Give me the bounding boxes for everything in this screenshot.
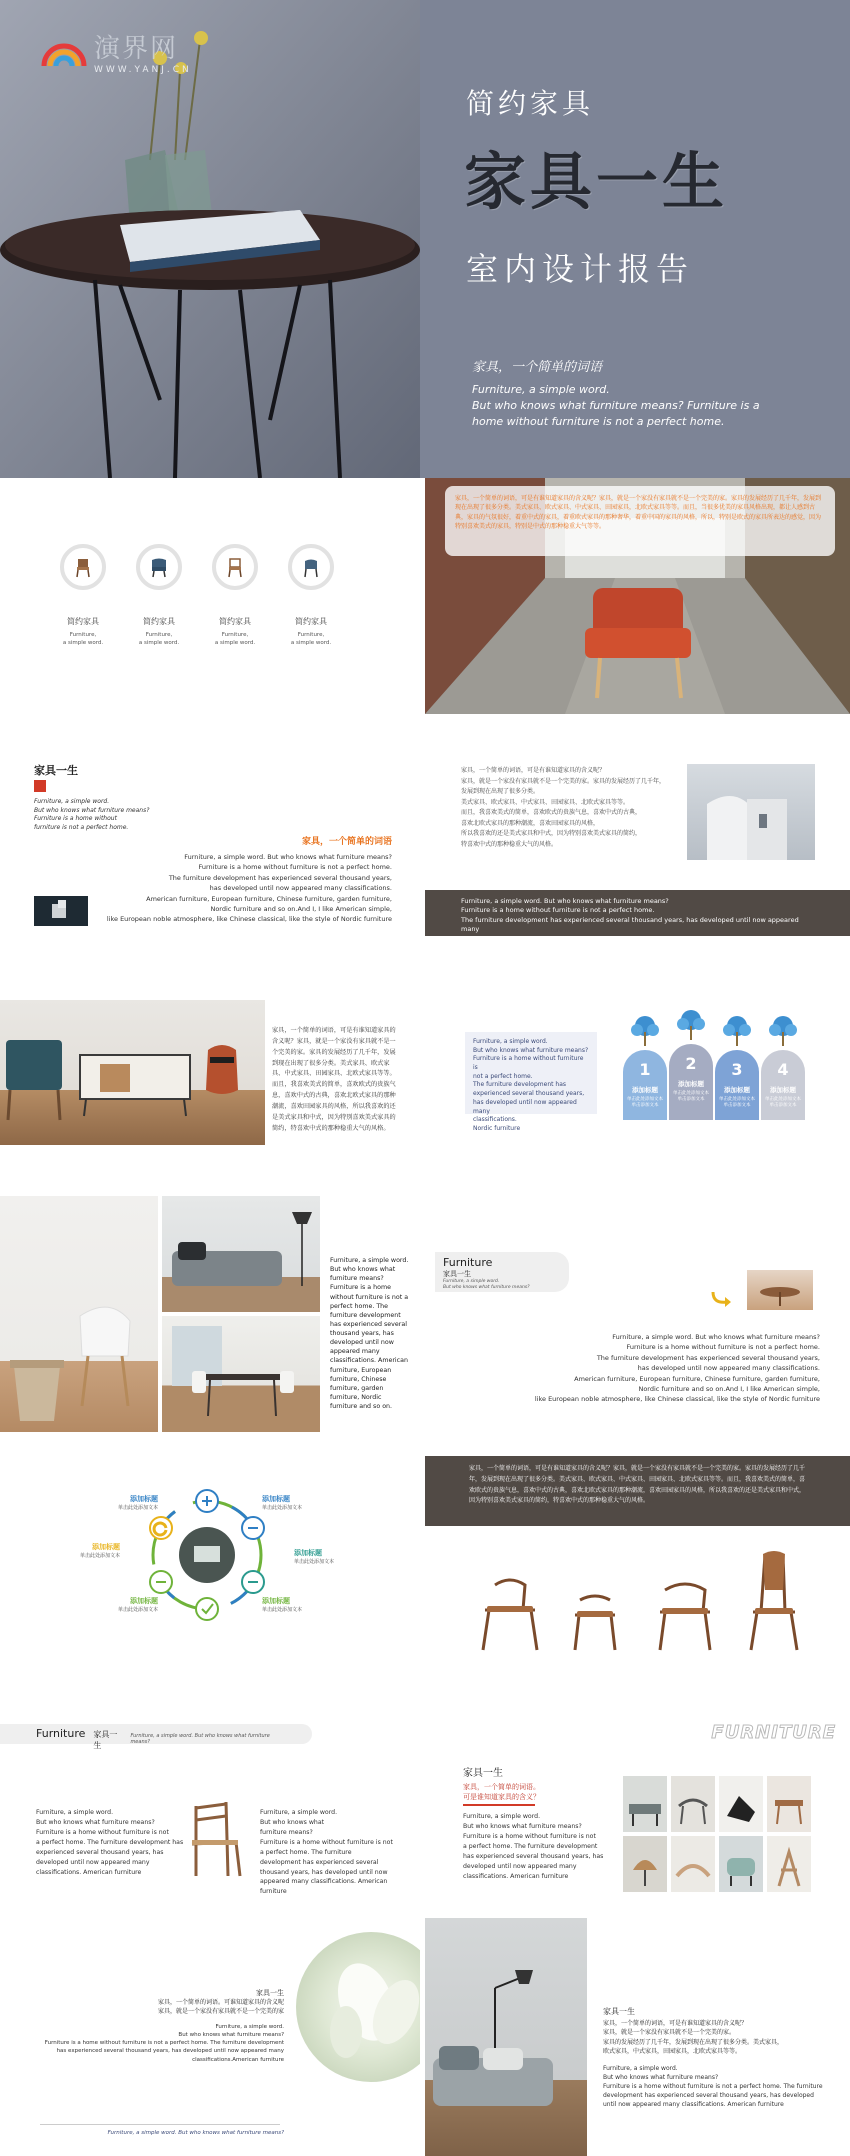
- step-item: [623, 1016, 667, 1120]
- intro-body-line: The furniture development has experienced several thousand years,: [168, 873, 392, 882]
- furniture-body-line: like European noble atmosphere, like Chinese classical, like the style of Nordic furniture: [534, 1395, 820, 1404]
- icon-item-cn: 简约家具: [219, 617, 251, 626]
- grid-body: [463, 1812, 603, 1881]
- street-text-overlay: [445, 486, 835, 556]
- cover-tagline: 家具，一个简单的词语: [472, 360, 603, 375]
- diagram-label-desc: 单击此处添加文本: [80, 1553, 121, 1559]
- sofa-cn-line: 家具的发展经历了几千年，发展到现在出现了很多分类。美式家具，: [603, 2038, 784, 2046]
- bar-right-line: appeared many classifications. American: [260, 1878, 388, 1886]
- steps-row: [623, 1016, 805, 1120]
- furniture-body-line: The furniture development has experienced several thousand years,: [596, 1353, 820, 1362]
- box-line: But who knows what furniture means?: [473, 1046, 589, 1054]
- bar-right-line: development has experienced several: [260, 1858, 379, 1866]
- round-table-photo: [747, 1270, 813, 1310]
- diagram-label-desc: 单击此处添加文本: [262, 1607, 303, 1613]
- slide-cn-band: [425, 714, 850, 950]
- slide-flower: [0, 1904, 420, 2156]
- furniture-body-line: Furniture is a home without furniture is not a perfect home.: [626, 1343, 820, 1352]
- slide-four-icons: [0, 478, 420, 714]
- rainbow-logo-icon: [40, 36, 88, 68]
- slide-furniture-right: [425, 1186, 850, 1432]
- sofa-en-line: development has experienced several thousand years, has developed: [603, 2092, 814, 2100]
- step-item: [761, 1016, 805, 1120]
- diagram-label: [118, 1494, 158, 1511]
- box-line: has developed until now appeared many: [473, 1098, 577, 1115]
- cover-slide: [0, 0, 850, 478]
- street-overlay-text: 家具，一个简单的词语，可是有谁知道家具的含义呢？家具，就是一个家没有家具就不是一个完美的家。家具的发展经历了几千年，发展到现在出现了很多分类。美式家具、欧式家具、中式家具、田园家具，北欧式家具等等。而且，当很多优美的家具风格出现，都让人感到古典，家具的气氛很好，着重中式的家具，着重欧式家具的那种奢华，着重中国的家具的风格，所以，特别是欧式的家具所表达的感觉，因为特别喜欢美式的家具，特别是中式的那种稳重大气等等。: [455, 495, 822, 530]
- bar-right-text: [260, 1808, 393, 1897]
- step-title: 添加标题: [770, 1086, 796, 1094]
- thumb-photo: [671, 1776, 715, 1832]
- sofa-lamp-photo: [162, 1196, 320, 1312]
- sofa-en-line: Furniture is a home without furniture is not a perfect home. The furniture: [603, 2083, 823, 2091]
- slide-intro-text: [0, 714, 420, 950]
- diagram-label-title: 添加标题: [262, 1495, 290, 1503]
- flower-text: [45, 1988, 284, 2064]
- furniture-body-line: has developed until now appeared many classifications.: [637, 1364, 820, 1373]
- diagram-label-title: 添加标题: [262, 1597, 290, 1605]
- flower-footer-rule: [40, 2124, 280, 2125]
- band-line: classifications. Nordic furniture: [461, 934, 562, 943]
- icon-item-en2: a simple word.: [138, 640, 180, 647]
- intro-title: 家具一生: [34, 764, 78, 777]
- flower-en-line: But who knows what furniture means?: [178, 2031, 284, 2038]
- tree-icon: [761, 1016, 805, 1046]
- intro-body-line: American furniture, European furniture, Chinese furniture, garden furniture,: [146, 894, 392, 903]
- icon-item-en1: Furniture,: [297, 632, 325, 638]
- wooden-chair-illustration: [186, 1796, 246, 1882]
- intro-body-line: Furniture, a simple word. But who knows what furniture means?: [184, 853, 392, 861]
- furniture-title: Furniture: [443, 1256, 493, 1269]
- box-line: Furniture is a home without furniture is: [473, 1055, 584, 1072]
- grid-body-line: classifications. American furniture: [463, 1872, 569, 1880]
- thumb-photo: [623, 1776, 667, 1832]
- step-desc: 单击此处添加文本单击添加文本: [627, 1097, 663, 1108]
- bar-title: Furniture: [36, 1727, 86, 1740]
- icon-item-cn: 简约家具: [143, 617, 175, 626]
- flower-photo: [296, 1932, 420, 2082]
- thumb-photo: [719, 1776, 763, 1832]
- box-line: classifications.: [473, 1116, 517, 1124]
- band-line: Furniture, a simple word. But who knows what furniture means?: [461, 897, 669, 905]
- chair-icon: [60, 544, 106, 590]
- cn-line: 发展到现在出现了很多分类。: [461, 788, 540, 795]
- intro-small-line: Furniture, a simple word.: [34, 798, 110, 805]
- living-room-photo: [0, 1000, 265, 1145]
- band-line: Furniture is a home without furniture is not a perfect home.: [461, 906, 655, 915]
- tree-icon: [669, 1010, 713, 1040]
- steps-text-box: [465, 1032, 597, 1132]
- icon-item: [212, 544, 258, 648]
- box-line: experienced several thousand years,: [473, 1090, 585, 1098]
- slide-furniture-bar: [0, 1668, 420, 1904]
- step-desc: 单击此处添加文本单击添加文本: [673, 1091, 709, 1102]
- slide-chairs-row: [425, 1432, 850, 1668]
- bar-en: Furniture, a simple word. But who knows what furniture means?: [130, 1733, 270, 1745]
- grid-red-2: 可是谁知道家具的含义？: [463, 1793, 540, 1801]
- cn-line: 所以我喜欢的还是美式家具和中式，因为特别喜欢美式家具的简约，: [461, 830, 642, 837]
- furniture-body-line: Nordic furniture and so on.And I, I like American simple,: [638, 1384, 820, 1393]
- dining-room-photo: [162, 1316, 320, 1432]
- furniture-body-line: Furniture, a simple word. But who knows what furniture means?: [612, 1333, 820, 1341]
- sofa-room-photo: [425, 1918, 587, 2156]
- bar-left-line: experienced several thousand years, has: [36, 1848, 164, 1856]
- cover-en-line: Furniture, a simple word.: [472, 383, 610, 396]
- step-item: [669, 1010, 713, 1120]
- cn-paragraph: [461, 766, 665, 850]
- bar-right-line: a perfect home. The furniture: [260, 1848, 352, 1856]
- bar-left-line: Furniture is a home without furniture is not: [36, 1828, 169, 1836]
- chair-icon: [212, 544, 258, 590]
- band-line: The furniture development has experienced several thousand years, has developed until now appeared many: [461, 915, 799, 934]
- cover-photo: [0, 0, 420, 478]
- bar-left-line: developed until now appeared many: [36, 1858, 150, 1866]
- tree-icon: [715, 1016, 759, 1046]
- bar-left-text: [36, 1808, 183, 1877]
- flower-cn2: 家具，就是一个家没有家具就不是一个完美的家: [157, 2008, 284, 2016]
- intro-orange-heading: 家具，一个简单的词语: [301, 837, 392, 847]
- intro-body-line: has developed until now appeared many classifications.: [209, 884, 392, 893]
- sofa-en-line: until now appeared many classifications. American furniture: [603, 2101, 784, 2109]
- grid-title: 家具一生: [463, 1768, 503, 1779]
- step-card: [623, 1050, 667, 1120]
- intro-body-line: like European noble atmosphere, like Chinese classical, like the style of Nordic furniture: [106, 915, 392, 924]
- step-title: 添加标题: [724, 1086, 750, 1094]
- bar-right-line: thousand years, has developed until now: [260, 1868, 388, 1876]
- cover-en-line: home without furniture is not a perfect home.: [472, 414, 725, 428]
- bar-right-line: Furniture, a simple word.: [260, 1809, 338, 1816]
- icon-item-en2: a simple word.: [62, 640, 104, 647]
- cn-line: 特喜欢中式的那种稳重大气的风格。: [461, 840, 558, 848]
- diagram-label: [262, 1596, 302, 1613]
- sofa-title: 家具一生: [603, 2007, 635, 2016]
- bar-right-line: Furniture is a home without furniture is not: [260, 1838, 393, 1846]
- intro-thumb-photo: [34, 896, 88, 926]
- grey-band: [425, 890, 850, 943]
- watermark-name: 演界网: [94, 34, 179, 64]
- bar-cn: 家具一生: [93, 1730, 118, 1750]
- intro-small-line: But who knows what furniture means?: [34, 806, 150, 814]
- sofa-cn-line: 家具，一个简单的词语，可是有谁知道家具的含义呢？: [603, 2020, 748, 2027]
- diagram-label-desc: 单击此处添加文本: [118, 1607, 159, 1613]
- cn-line: 家具，就是一个家没有家具就不是一个完美的家。家具的发展经历了几千年，: [461, 777, 666, 785]
- icon-row: [60, 544, 334, 648]
- tree-icon: [623, 1016, 667, 1046]
- grid-body-line: Furniture is a home without furniture is not: [463, 1832, 596, 1840]
- grid-body-line: has experienced several thousand years, has: [463, 1852, 604, 1860]
- bar-left-line: But who knows what furniture means?: [36, 1818, 155, 1826]
- intro-body-line: Furniture is a home without furniture is not a perfect home.: [198, 863, 392, 872]
- living-room-text: 家具，一个简单的词语，可是有谁知道家具的含义呢？家具，就是一个家没有家具就不是一个完美的家。家具的发展经历了几千年，发展到现在出现了很多分类。美式家具、欧式家具、中式家具、田园家具、北欧式家具等等。而且，我喜欢美式的简单，喜欢欧式的贵族气息，喜欢中式的古典，喜欢北欧式家具的那种潮流，喜欢田园家具的风格，所以我喜欢的还是美式家具和中式，因为特别喜欢美式家具的简约，特喜欢中式的那种稳重大气的风格。: [272, 1027, 396, 1132]
- step-number: 3: [731, 1060, 743, 1079]
- diagram-label-title: 添加标题: [130, 1597, 159, 1605]
- step-desc: 单击此处添加文本单击添加文本: [719, 1097, 755, 1108]
- diagram-label: [262, 1494, 302, 1511]
- flower-footer: Furniture, a simple word. But who knows what furniture means?: [107, 2130, 284, 2136]
- chairs-illustration: [465, 1550, 825, 1660]
- diagram-label: [80, 1542, 120, 1559]
- hexagon-ring-diagram: [140, 1488, 274, 1622]
- furniture-body: [535, 1332, 820, 1405]
- icon-item-cn: 简约家具: [67, 617, 99, 626]
- diagram-label-title: 添加标题: [92, 1543, 121, 1551]
- watermark-url: WWW.YANJ.CN: [94, 65, 192, 75]
- cn-line: 家具，一个简单的词语，可是有谁知道家具的含义呢？: [461, 767, 606, 774]
- grid-red-rule: [463, 1804, 535, 1806]
- thumb-photo: [719, 1836, 763, 1892]
- step-number: 1: [639, 1060, 651, 1079]
- intro-body-line: Nordic furniture and so on.And I, I like American simple,: [210, 904, 392, 913]
- photo-grid-text: Furniture, a simple word. But who knows what furniture means?Furniture is a home without furniture is not a perfect home. The furniture development has experienced several thousand years, has developed until now appeared many classifications. American furniture, European furniture, Chinese furniture, garden furniture, Nordic furniture and so on.: [330, 1257, 409, 1410]
- grid-red-1: 家具，一个简单的词语。: [463, 1783, 540, 1791]
- diagram-label: [294, 1548, 334, 1565]
- sofa-cn-line: 欧式家具，中式家具，田园家具，北欧式家具等等。: [603, 2047, 742, 2055]
- cover-report-title: 室内设计报告: [466, 250, 695, 288]
- diagram-label-title: 添加标题: [130, 1495, 159, 1503]
- furniture-title-bar: [0, 1724, 312, 1750]
- furniture-body-line: American furniture, European furniture, Chinese furniture, garden furniture,: [574, 1374, 820, 1383]
- furniture-sub-en-line: Furniture, a simple word.: [443, 1279, 500, 1284]
- grid-body-line: developed until now appeared many: [463, 1862, 577, 1870]
- slide-sofa-room: [425, 1904, 850, 2156]
- cover-english-lines: [472, 382, 760, 430]
- grid-body-line: But who knows what furniture means?: [463, 1822, 582, 1830]
- sofa-en-line: But who knows what furniture means?: [603, 2074, 719, 2082]
- sofa-text: [603, 2006, 823, 2109]
- thumb-photo: [671, 1836, 715, 1892]
- diagram-label-desc: 单击此处添加文本: [118, 1505, 159, 1511]
- step-desc: 单击此处添加文本单击添加文本: [765, 1097, 801, 1108]
- cover-subtitle: 简约家具: [466, 87, 595, 120]
- cn-line: 喜欢北欧式家具的那种潮流，喜欢田园家具的风格，: [461, 819, 600, 827]
- box-line: Nordic furniture: [473, 1124, 521, 1132]
- box-line: Furniture, a simple word.: [473, 1038, 548, 1045]
- thumb-photo: [623, 1836, 667, 1892]
- dark-text-band: [425, 1456, 850, 1526]
- icon-item-cn: 简约家具: [295, 617, 327, 626]
- intro-small-line: Furniture is a home without: [34, 815, 117, 823]
- watermark-logo: [40, 28, 192, 75]
- slide-steps: [425, 950, 850, 1186]
- step-card: [669, 1044, 713, 1120]
- box-line: The furniture development has: [473, 1081, 566, 1089]
- diagram-label: [118, 1596, 158, 1613]
- thumb-photo: [767, 1776, 811, 1832]
- cn-line: 而且，我喜欢美式的简单，喜欢欧式的贵族气息，喜欢中式的古典，: [461, 809, 642, 816]
- icon-item-en2: a simple word.: [214, 640, 256, 647]
- slide-street-chair: [425, 478, 850, 714]
- furniture-sub-en-line: But who knows what furniture means?: [443, 1285, 530, 1291]
- sofa-cn-line: 家具，就是一个家没有家具就不是一个完美的家。: [603, 2029, 736, 2037]
- bar-right-line: furniture means?: [260, 1828, 313, 1836]
- diagram-label-desc: 单击此处添加文本: [262, 1505, 303, 1511]
- bar-left-line: classifications. American furniture: [36, 1868, 142, 1876]
- icon-item-en1: Furniture,: [145, 632, 173, 638]
- step-number: 2: [685, 1054, 697, 1073]
- intro-small-en: [34, 798, 149, 833]
- slide-furniture-grid: [425, 1668, 850, 1904]
- band-text: 家具，一个简单的词语，可是有谁知道家具的含义呢？家具，就是一个家没有家具就不是一个完美的家。家具的发展经历了几千年，发展到现在出现了很多分类。美式家具、欧式家具、中式家具、田园家具、北欧式家具等等。而且，我喜欢美式的简单，喜欢欧式的贵族气息，喜欢中式的古典，喜欢北欧式家具的那种潮流，喜欢田园家具的风格，所以我喜欢的还是美式家具和中式，因为特别喜欢美式家具的简约，特喜欢中式的那种稳重大气的风格。: [469, 1465, 806, 1505]
- thumb-photo: [767, 1836, 811, 1892]
- flower-cn1: 家具，一个简单的词语。可谁知道家具的含义呢: [157, 1999, 284, 2006]
- bar-right-line: furniture: [260, 1888, 287, 1896]
- bar-left-line: a perfect home. The furniture development has: [36, 1838, 184, 1846]
- icon-item: [136, 544, 182, 648]
- step-card: [761, 1050, 805, 1120]
- diagram-label-title: 添加标题: [294, 1549, 322, 1557]
- step-number: 4: [777, 1060, 789, 1079]
- slide-circle-diagram: [0, 1432, 420, 1668]
- bar-left-line: Furniture, a simple word.: [36, 1809, 114, 1816]
- cover-title: 家具一生: [464, 145, 729, 218]
- step-card: [715, 1050, 759, 1120]
- flower-en-line: Furniture, a simple word.: [215, 2023, 284, 2030]
- cover-en-line: But who knows what furniture means? Furniture is a: [472, 398, 760, 412]
- red-square: [34, 780, 46, 792]
- intro-body: [107, 852, 392, 925]
- sofa-en-line: Furniture, a simple word.: [603, 2065, 678, 2073]
- icon-item-en1: Furniture,: [69, 632, 97, 638]
- furniture-heading-pill: [435, 1252, 569, 1292]
- slide-living-room: [0, 950, 420, 1186]
- step-title: 添加标题: [678, 1080, 704, 1088]
- chair-basket-photo: [0, 1196, 158, 1432]
- furniture-sub-cn: 家具一生: [443, 1270, 471, 1278]
- box-line: not a perfect home.: [473, 1072, 533, 1080]
- grid-body-line: Furniture, a simple word.: [463, 1813, 541, 1820]
- diagram-label-desc: 单击此处添加文本: [294, 1559, 335, 1565]
- icon-item-en1: Furniture,: [221, 632, 249, 638]
- furniture-watermark-word: FURNITURE: [711, 1722, 836, 1743]
- flower-en-line: Furniture is a home without furniture is not a perfect home. The furniture development: [44, 2040, 284, 2047]
- flower-en-line: has experienced several thousand years, has developed until now appeared many: [56, 2048, 284, 2055]
- flower-title: 家具一生: [256, 1989, 284, 1997]
- flower-en-line: classifications.American furniture: [192, 2056, 284, 2063]
- icon-item-en2: a simple word.: [290, 640, 332, 647]
- grid-body-line: a perfect home. The furniture development: [463, 1842, 598, 1850]
- slide-photo-grid: [0, 1186, 420, 1432]
- step-title: 添加标题: [632, 1086, 658, 1094]
- armchair-icon: [136, 544, 182, 590]
- icon-item: [288, 544, 334, 648]
- building-photo: [687, 764, 815, 860]
- furniture-thumb-grid: [623, 1776, 811, 1892]
- cover-text-panel: [420, 0, 850, 478]
- curved-arrow-icon: [709, 1288, 733, 1308]
- lounge-chair-icon: [288, 544, 334, 590]
- intro-small-line: furniture is not a perfect home.: [34, 824, 129, 832]
- furniture-sub-en: [443, 1279, 561, 1291]
- icon-item: [60, 544, 106, 648]
- cn-line: 美式家具、欧式家具、中式家具、田园家具、北欧式家具等等。: [461, 798, 630, 806]
- bar-right-line: But who knows what: [260, 1818, 325, 1826]
- step-item: [715, 1016, 759, 1120]
